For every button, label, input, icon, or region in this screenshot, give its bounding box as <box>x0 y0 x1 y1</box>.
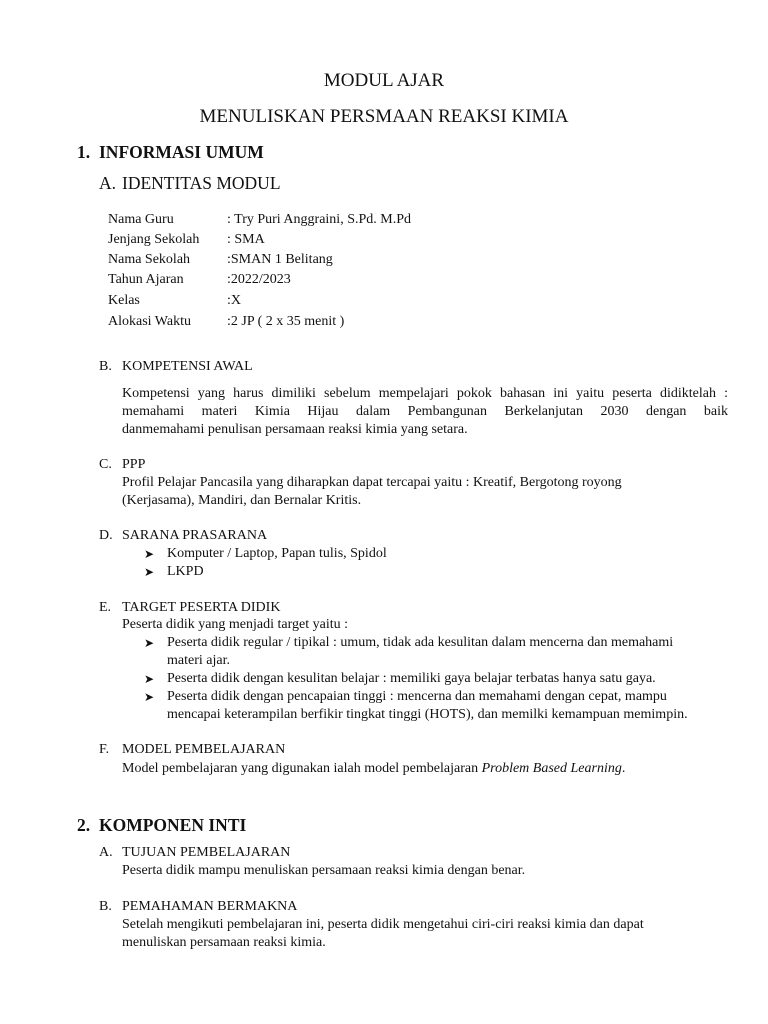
list-item-continuation: materi ajar. <box>167 653 230 668</box>
list-item: LKPD <box>167 564 204 579</box>
identity-value: : Try Puri Anggraini, S.Pd. M.Pd <box>227 212 411 227</box>
subsection-letter: B. <box>99 899 112 914</box>
paragraph-line: memahami materi Kimia Hijau dalam Pembangunan Berkelanjutan 2030 dengan baik <box>122 404 728 419</box>
list-item: Peserta didik regular / tipikal : umum, tidak ada kesulitan dalam mencerna dan memahami <box>167 635 674 650</box>
subsection-heading: PEMAHAMAN BERMAKNA <box>122 899 298 914</box>
identity-key: Tahun Ajaran <box>108 272 184 287</box>
identity-value: :2022/2023 <box>227 272 291 287</box>
subsection-letter: C. <box>99 457 112 472</box>
subsection-letter: B. <box>99 359 112 374</box>
section-heading: KOMPONEN INTI <box>99 815 247 835</box>
identity-key: Nama Guru <box>108 212 174 227</box>
subsection-letter: E. <box>99 600 112 615</box>
arrowhead-bullet-icon: ➤ <box>144 672 155 686</box>
identity-value: :SMAN 1 Belitang <box>227 252 333 267</box>
list-item: Komputer / Laptop, Papan tulis, Spidol <box>167 546 387 561</box>
identity-key: Jenjang Sekolah <box>108 232 200 247</box>
arrowhead-bullet-icon: ➤ <box>144 547 155 561</box>
subsection-letter: F. <box>99 742 110 757</box>
section-number: 1. <box>77 142 91 162</box>
arrowhead-bullet-icon: ➤ <box>144 565 155 579</box>
subsection-heading: TUJUAN PEMBELAJARAN <box>122 845 291 860</box>
arrowhead-bullet-icon: ➤ <box>144 636 155 650</box>
list-item: Peserta didik dengan pencapaian tinggi : mencerna dan memahami dengan cepat, mampu <box>167 689 667 704</box>
paragraph-line: (Kerjasama), Mandiri, dan Bernalar Kritis. <box>122 493 362 508</box>
list-item: Peserta didik dengan kesulitan belajar : memiliki gaya belajar terbatas hanya satu gaya. <box>167 671 656 686</box>
section-heading: INFORMASI UMUM <box>99 142 264 162</box>
subsection-letter: D. <box>99 528 113 543</box>
paragraph-line: danmemahami penulisan persamaan reaksi kimia yang setara. <box>122 422 468 437</box>
subsection-heading: IDENTITAS MODUL <box>122 173 281 193</box>
subsection-letter: A. <box>99 173 117 193</box>
subsection-heading: MODEL PEMBELAJARAN <box>122 742 286 757</box>
paragraph-line: Kompetensi yang harus dimiliki sebelum mempelajari pokok bahasan ini yaitu peserta didiktelah : <box>122 386 728 401</box>
subsection-letter: A. <box>99 845 113 860</box>
paragraph-line: Profil Pelajar Pancasila yang diharapkan dapat tercapai yaitu : Kreatif, Bergotong royong <box>122 475 622 490</box>
identity-key: Kelas <box>108 293 140 308</box>
subsection-heading: KOMPETENSI AWAL <box>122 359 253 374</box>
subsection-heading: PPP <box>122 457 146 472</box>
identity-value: :X <box>227 293 241 308</box>
paragraph-line: Setelah mengikuti pembelajaran ini, peserta didik mengetahui ciri-ciri reaksi kimia dan dapat <box>122 917 644 932</box>
section-number: 2. <box>77 815 91 835</box>
paragraph-line: menuliskan persamaan reaksi kimia. <box>122 935 326 950</box>
document-subtitle: MENULISKAN PERSMAAN REAKSI KIMIA <box>199 106 569 127</box>
paragraph-line: Peserta didik mampu menuliskan persamaan reaksi kimia dengan benar. <box>122 863 526 878</box>
paragraph-line: Peserta didik yang menjadi target yaitu : <box>122 617 349 632</box>
model-text-end: . <box>621 761 626 776</box>
model-name: Problem Based Learning <box>481 761 622 776</box>
subsection-heading: TARGET PESERTA DIDIK <box>122 600 281 615</box>
identity-value: : SMA <box>227 232 265 247</box>
arrowhead-bullet-icon: ➤ <box>144 690 155 704</box>
identity-key: Alokasi Waktu <box>108 314 191 329</box>
identity-value: :2 JP ( 2 x 35 menit ) <box>227 314 345 329</box>
document-title: MODUL AJAR <box>323 70 445 91</box>
model-text: Model pembelajaran yang digunakan ialah model pembelajaran <box>122 761 482 776</box>
subsection-heading: SARANA PRASARANA <box>122 528 268 543</box>
identity-key: Nama Sekolah <box>108 252 191 267</box>
paragraph-line <box>122 761 625 777</box>
list-item-continuation: mencapai keterampilan berfikir tingkat tinggi (HOTS), dan memilki kemampuan memimpin. <box>167 707 688 722</box>
